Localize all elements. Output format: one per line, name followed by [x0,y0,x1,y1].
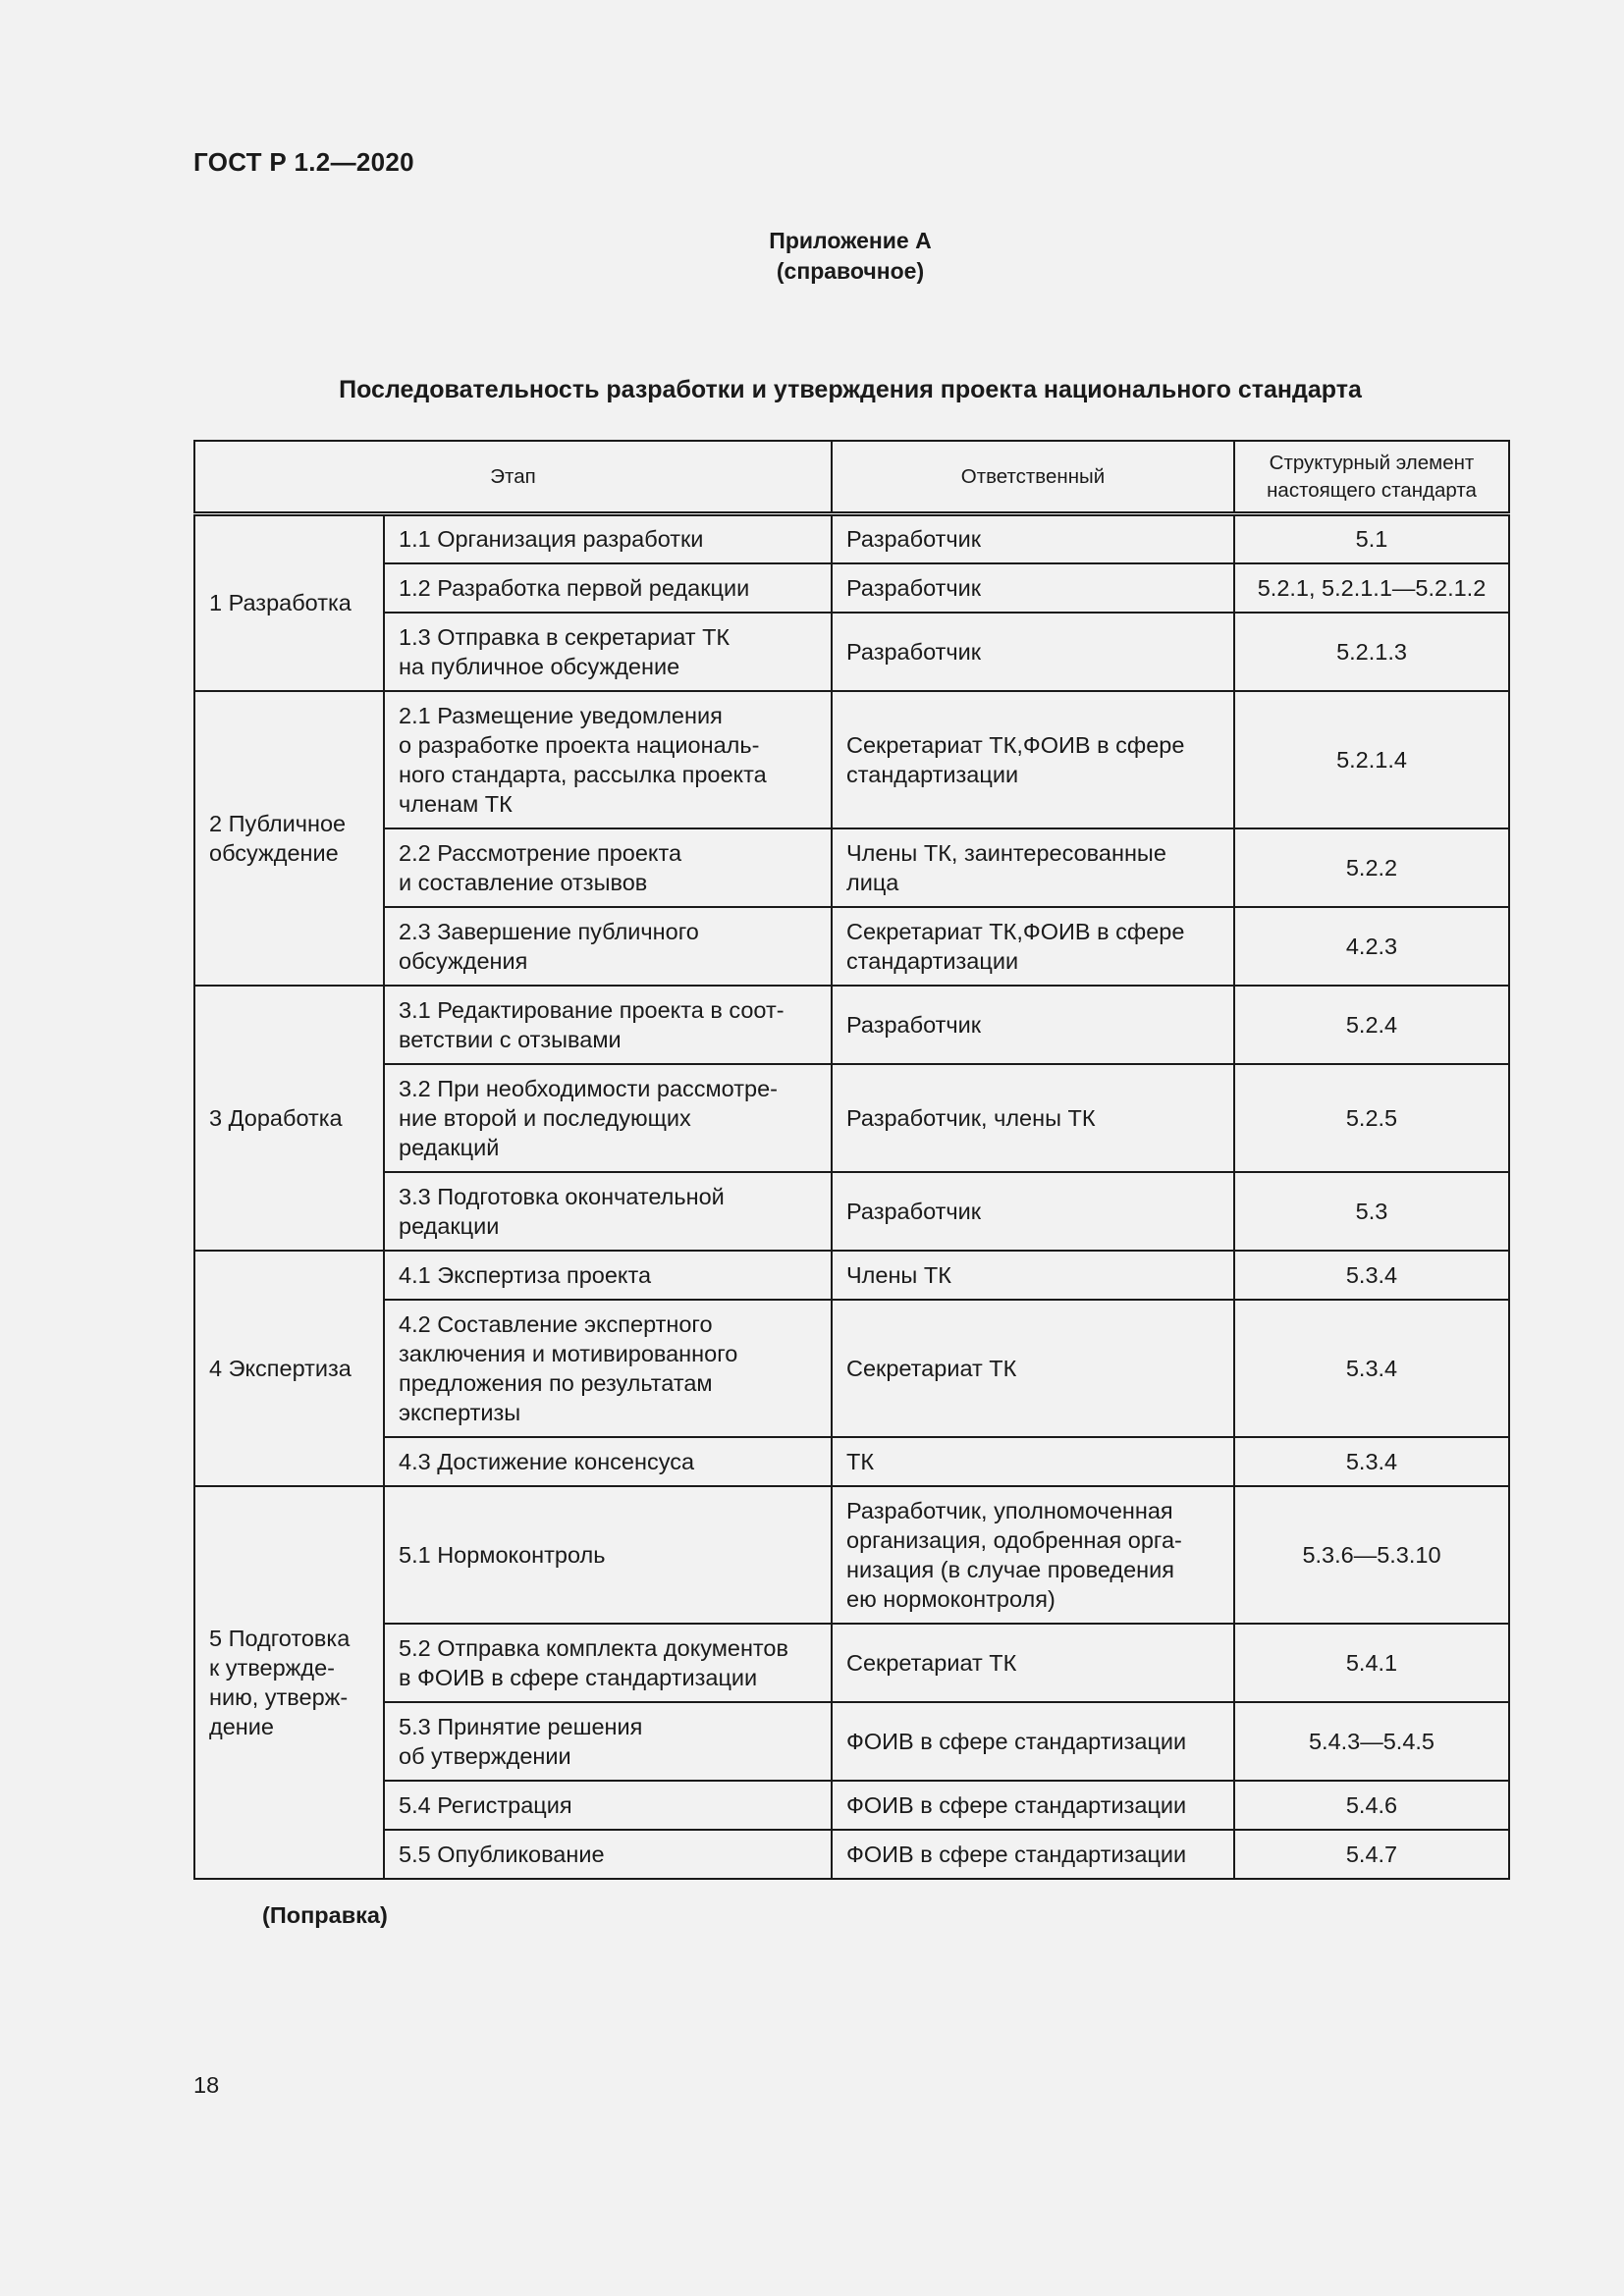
responsible-cell: Секретариат ТК,ФОИВ в сфере стандартизации [832,907,1234,986]
step-cell: 5.3 Принятие решения об утверждении [384,1702,832,1781]
element-cell: 5.2.2 [1234,828,1509,907]
step-cell: 2.1 Размещение уведомления о разработке проекта националь- ного стандарта, рассылка проекта членам ТК [384,691,832,828]
element-cell: 4.2.3 [1234,907,1509,986]
responsible-cell: Разработчик [832,1172,1234,1251]
responsible-cell: Секретариат ТК [832,1624,1234,1702]
step-cell: 1.1 Организация разработки [384,514,832,563]
step-cell: 4.1 Экспертиза проекта [384,1251,832,1300]
stages-table [193,440,1510,1880]
table-row [194,1624,1509,1702]
responsible-cell: ФОИВ в сфере стандартизации [832,1830,1234,1879]
table-row [194,1486,1509,1624]
table-row [194,1251,1509,1300]
appendix-title: Приложение А [769,228,932,253]
column-header-responsible: Ответственный [832,441,1234,514]
table-row [194,514,1509,563]
element-cell: 5.2.1.4 [1234,691,1509,828]
element-cell: 5.3.4 [1234,1300,1509,1437]
responsible-cell: Разработчик [832,514,1234,563]
element-cell: 5.2.1, 5.2.1.1—5.2.1.2 [1234,563,1509,613]
column-header-element: Структурный элемент настоящего стандарта [1234,441,1509,514]
stage-name-cell: 4 Экспертиза [194,1251,384,1486]
step-cell: 2.2 Рассмотрение проекта и составление отзывов [384,828,832,907]
responsible-cell: Члены ТК [832,1251,1234,1300]
table-row [194,613,1509,691]
step-cell: 5.1 Нормоконтроль [384,1486,832,1624]
table-row [194,1300,1509,1437]
responsible-cell: ФОИВ в сфере стандартизации [832,1702,1234,1781]
page-number: 18 [193,2072,220,2098]
appendix-heading [0,226,1624,287]
table-row [194,1064,1509,1172]
responsible-cell: Разработчик [832,613,1234,691]
step-cell: 5.5 Опубликование [384,1830,832,1879]
element-cell: 5.4.1 [1234,1624,1509,1702]
step-cell: 1.2 Разработка первой редакции [384,563,832,613]
table-title: Последовательность разработки и утверждения проекта национального стандарта [339,376,1362,403]
table-row [194,1830,1509,1879]
responsible-cell: ТК [832,1437,1234,1486]
element-cell: 5.2.5 [1234,1064,1509,1172]
stage-name-cell: 3 Доработка [194,986,384,1251]
element-cell: 5.3 [1234,1172,1509,1251]
step-cell: 5.4 Регистрация [384,1781,832,1830]
table-row [194,828,1509,907]
column-header-stage: Этап [194,441,832,514]
responsible-cell: Секретариат ТК [832,1300,1234,1437]
responsible-cell: Разработчик [832,986,1234,1064]
table-row [194,1702,1509,1781]
step-cell: 2.3 Завершение публичного обсуждения [384,907,832,986]
step-cell: 4.2 Составление экспертного заключения и мотивированного предложения по результатам экспертизы [384,1300,832,1437]
element-cell: 5.3.6—5.3.10 [1234,1486,1509,1624]
stage-name-cell: 5 Подготовка к утвержде- нию, утверж- дение [194,1486,384,1879]
element-cell: 5.3.4 [1234,1437,1509,1486]
element-cell: 5.4.3—5.4.5 [1234,1702,1509,1781]
step-cell: 3.2 При необходимости рассмотре- ние второй и последующих редакций [384,1064,832,1172]
element-cell: 5.1 [1234,514,1509,563]
stage-name-cell: 1 Разработка [194,514,384,691]
element-cell: 5.4.6 [1234,1781,1509,1830]
step-cell: 4.3 Достижение консенсуса [384,1437,832,1486]
element-cell: 5.2.4 [1234,986,1509,1064]
responsible-cell: Разработчик, члены ТК [832,1064,1234,1172]
stage-name-cell: 2 Публичное обсуждение [194,691,384,986]
responsible-cell: Члены ТК, заинтересованные лица [832,828,1234,907]
table-row [194,1781,1509,1830]
table-row [194,986,1509,1064]
table-body [194,514,1509,1879]
element-cell: 5.2.1.3 [1234,613,1509,691]
table-header-row [194,441,1509,514]
table-row [194,1437,1509,1486]
element-cell: 5.3.4 [1234,1251,1509,1300]
responsible-cell: Разработчик, уполномоченная организация, одобренная орга- низация (в случае проведения ею нормоконтроля) [832,1486,1234,1624]
table-row [194,907,1509,986]
element-cell: 5.4.7 [1234,1830,1509,1879]
step-cell: 3.1 Редактирование проекта в соот- ветствии с отзывами [384,986,832,1064]
step-cell: 1.3 Отправка в секретариат ТК на публичное обсуждение [384,613,832,691]
responsible-cell: ФОИВ в сфере стандартизации [832,1781,1234,1830]
step-cell: 5.2 Отправка комплекта документов в ФОИВ в сфере стандартизации [384,1624,832,1702]
responsible-cell: Разработчик [832,563,1234,613]
amendment-note: (Поправка) [262,1902,388,1928]
appendix-subtitle: (справочное) [776,258,925,284]
responsible-cell: Секретариат ТК,ФОИВ в сфере стандартизации [832,691,1234,828]
document-code: ГОСТ Р 1.2—2020 [193,147,414,177]
table-row [194,691,1509,828]
step-cell: 3.3 Подготовка окончательной редакции [384,1172,832,1251]
table-row [194,1172,1509,1251]
table-row [194,563,1509,613]
